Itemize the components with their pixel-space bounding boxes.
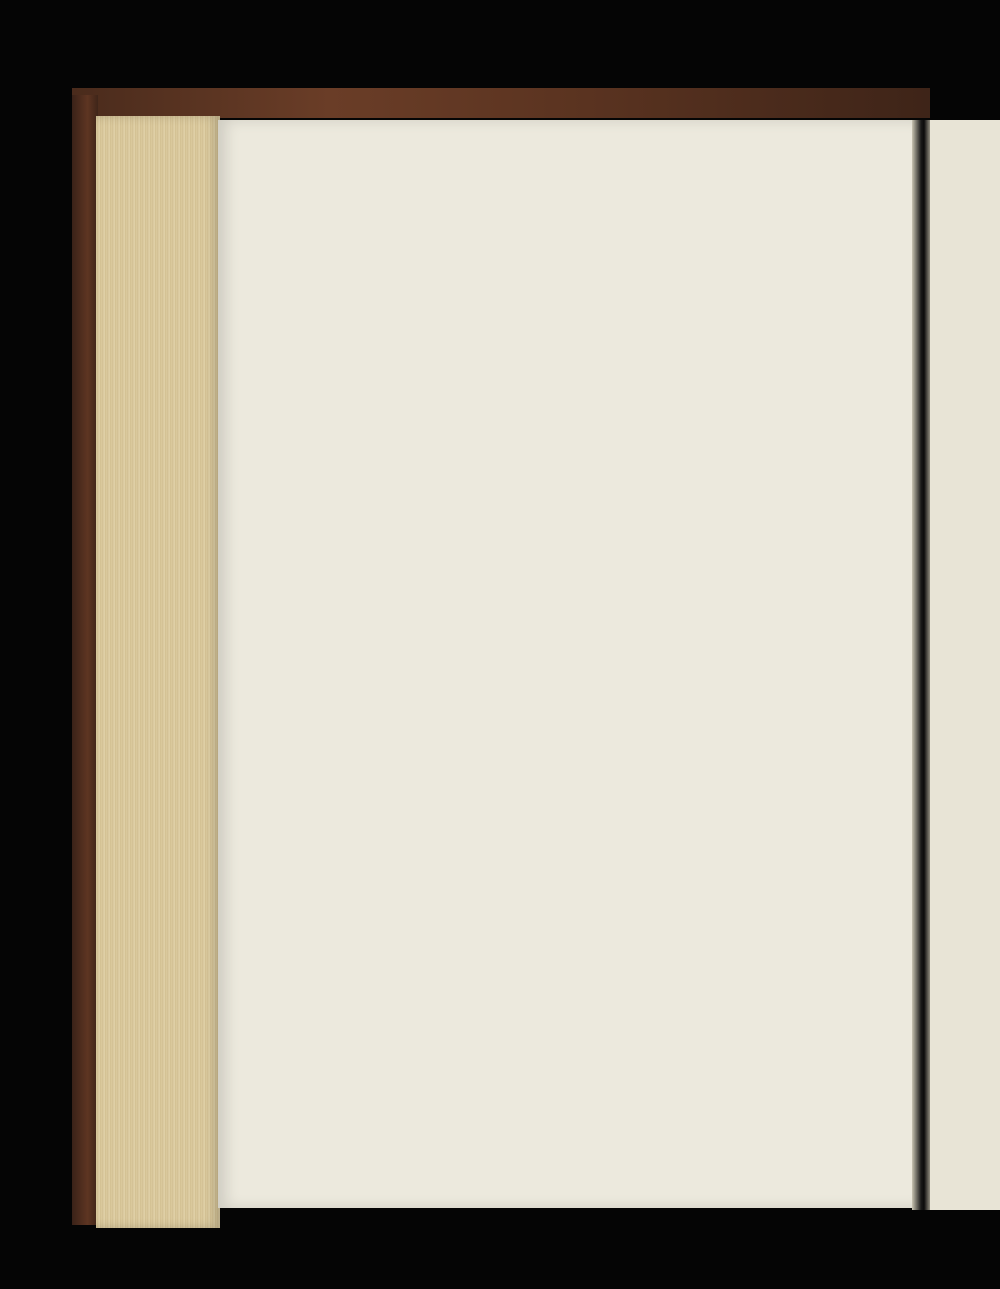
page-edges: [96, 116, 220, 1228]
book-cover-spine: [72, 95, 98, 1225]
adjacent-page: [930, 120, 1000, 1210]
book-page: [218, 120, 916, 1208]
page-gutter-shadow: [912, 120, 932, 1210]
book-cover-top: [72, 88, 930, 118]
